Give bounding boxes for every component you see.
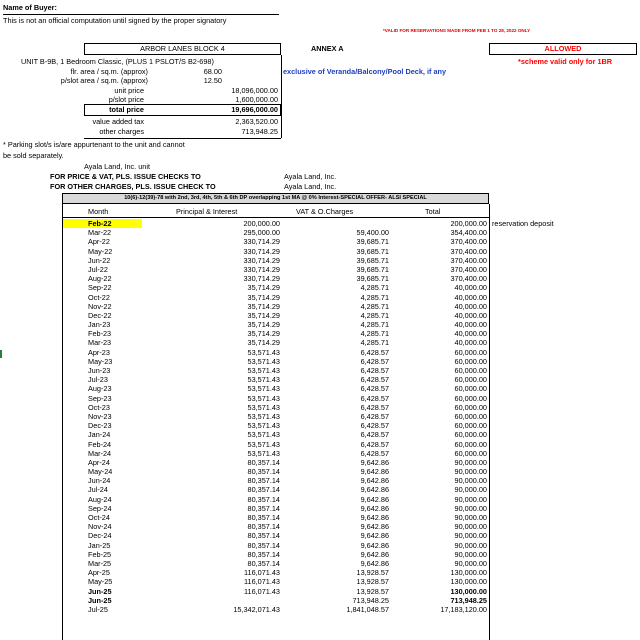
row-total: 40,000.00 [454,338,487,348]
other-charges-value: 713,948.25 [241,127,278,136]
table-row [0,605,640,614]
table-row [0,302,640,311]
row-total: 60,000.00 [454,384,487,394]
table-row [0,467,640,476]
row-vat-charges: 39,685.71 [356,255,389,265]
vat-label: value added tax [92,117,144,126]
row-total: 130,000.00 [450,568,487,578]
row-principal-interest: 35,714.29 [247,310,280,320]
row-month: May-25 [88,577,113,587]
price-vat-payee: Ayala Land, Inc. [284,172,337,181]
row-principal-interest: 330,714.29 [243,237,280,247]
row-vat-charges: 13,928.57 [356,568,389,578]
row-principal-interest: 35,714.29 [247,283,280,293]
row-vat-charges: 4,285.71 [360,329,389,339]
col-vat-charges: VAT & O.Charges [296,207,354,216]
row-month: Feb-23 [88,329,112,339]
annex-label: ANNEX A [311,44,344,53]
row-total: 130,000.00 [450,577,487,587]
row-vat-charges: 6,428.57 [360,393,389,403]
row-principal-interest: 330,714.29 [243,246,280,256]
row-total: 90,000.00 [454,457,487,467]
row-total: 200,000.00 [450,219,487,228]
row-vat-charges: 1,841,048.57 [346,604,389,614]
row-vat-charges: 6,428.57 [360,448,389,458]
row-month: Apr-24 [88,457,110,467]
table-row [0,357,640,366]
row-total: 60,000.00 [454,430,487,440]
row-vat-charges: 4,285.71 [360,292,389,302]
row-principal-interest: 80,357.14 [247,522,280,532]
col-total: Total [425,207,441,216]
row-principal-interest: 53,571.43 [247,448,280,458]
row-month: Jul-23 [88,375,108,385]
row-principal-interest: 53,571.43 [247,356,280,366]
row-principal-interest: 200,000.00 [243,219,280,228]
table-row [0,384,640,393]
row-total: 40,000.00 [454,310,487,320]
table-row [0,449,640,458]
scheme-note: *scheme valid only for 1BR [518,57,613,66]
row-total: 60,000.00 [454,393,487,403]
row-total: 370,400.00 [450,246,487,256]
row-month: Sep-23 [88,393,112,403]
table-row [0,587,640,596]
row-vat-charges: 6,428.57 [360,356,389,366]
row-principal-interest: 53,571.43 [247,430,280,440]
row-month: Jan-23 [88,320,111,330]
valid-note: *VALID FOR RESERVATIONS MADE FROM FEB 1 TO 28, 2022 ONLY [383,28,531,33]
row-total: 90,000.00 [454,503,487,513]
row-vat-charges: 9,642.86 [360,485,389,495]
table-row [0,237,640,246]
row-vat-charges: 6,428.57 [360,439,389,449]
table-row [0,504,640,513]
total-price-value: 19,696,000.00 [231,105,278,114]
row-month: Oct-24 [88,513,110,522]
price-vat-payee-label: FOR PRICE & VAT, PLS. ISSUE CHECKS TO [50,172,201,181]
row-vat-charges: 9,642.86 [360,494,389,504]
row-principal-interest: 53,571.43 [247,375,280,385]
pslot-price-label: p/slot price [108,95,144,104]
table-row [0,485,640,494]
row-principal-interest: 15,342,071.43 [233,604,280,614]
row-total: 90,000.00 [454,531,487,541]
row-month: Jun-24 [88,476,111,486]
divider [84,138,281,139]
table-row [0,403,640,412]
row-month: Apr-25 [88,568,110,578]
other-charges-payee: Ayala Land, Inc. [284,182,337,191]
row-month: Mar-25 [88,558,112,568]
table-row [0,559,640,568]
row-total: 60,000.00 [454,448,487,458]
scheme-title: 10(6)-12(39)-78 with 2nd, 3rd, 4th, 5th & 6th DP overlapping 1st MA @ 0% Interest-SPECIAL OFFER- ALSI SPECIAL [124,195,427,201]
row-total: 60,000.00 [454,366,487,375]
project-title-box [84,43,281,55]
table-row [0,476,640,485]
row-total: 130,000.00 [450,586,487,596]
row-principal-interest: 80,357.14 [247,513,280,522]
payment-schedule [0,219,640,614]
total-price-label: total price [109,105,144,114]
divider [3,14,279,15]
row-month: Jun-22 [88,255,111,265]
row-total: 90,000.00 [454,485,487,495]
table-row [0,513,640,522]
row-month: Jan-25 [88,540,111,550]
row-principal-interest: 53,571.43 [247,439,280,449]
row-month: Jun-23 [88,366,111,375]
row-vat-charges: 6,428.57 [360,430,389,440]
row-vat-charges: 59,400.00 [356,228,389,238]
row-vat-charges: 4,285.71 [360,338,389,348]
pslot-area-label: p/slot area / sq.m. (approx) [60,76,148,85]
table-row [0,421,640,430]
unit-line: UNIT B-9B, 1 Bedroom Classic, (PLUS 1 PSLOT/S B2-698) [21,57,214,66]
row-principal-interest: 116,071.43 [244,577,280,587]
row-vat-charges: 6,428.57 [360,411,389,421]
allowed-label: ALLOWED [544,44,582,53]
row-principal-interest: 80,357.14 [247,531,280,541]
row-month: Oct-23 [88,402,110,412]
row-month: May-23 [88,356,113,366]
row-total: 370,400.00 [450,274,487,284]
row-principal-interest: 35,714.29 [247,320,280,330]
row-vat-charges: 9,642.86 [360,467,389,477]
row-principal-interest: 330,714.29 [243,255,280,265]
table-right-border [489,204,490,640]
row-principal-interest: 35,714.29 [247,301,280,311]
row-vat-charges: 6,428.57 [360,366,389,375]
row-month: Feb-22 [62,219,142,228]
row-month: Dec-23 [88,421,112,431]
row-vat-charges: 6,428.57 [360,402,389,412]
divider [281,55,282,138]
row-total: 40,000.00 [454,283,487,293]
row-month: Jun-25 [88,595,112,605]
row-total: 60,000.00 [454,347,487,357]
row-month: Mar-22 [88,228,112,238]
row-principal-interest: 53,571.43 [247,384,280,394]
row-vat-charges: 4,285.71 [360,301,389,311]
row-vat-charges: 13,928.57 [356,577,389,587]
row-total: 90,000.00 [454,467,487,477]
row-total: 60,000.00 [454,402,487,412]
row-vat-charges: 13,928.57 [356,586,389,596]
row-vat-charges: 39,685.71 [356,237,389,247]
other-charges-label: other charges [99,127,144,136]
row-month: Nov-23 [88,411,112,421]
table-row [0,596,640,605]
row-total: 40,000.00 [454,329,487,339]
row-principal-interest: 53,571.43 [247,393,280,403]
row-principal-interest: 80,357.14 [247,540,280,550]
col-principal-interest: Principal & Interest [176,207,238,216]
row-total: 60,000.00 [454,421,487,431]
parking-note-2: be sold separately. [3,151,64,160]
header-divider [62,217,489,218]
row-total: 90,000.00 [454,494,487,504]
table-row [0,219,640,228]
table-row [0,412,640,421]
table-row [0,458,640,467]
row-total: 60,000.00 [454,411,487,421]
row-principal-interest: 80,357.14 [247,467,280,477]
table-row [0,531,640,540]
row-vat-charges: 9,642.86 [360,522,389,532]
pslot-area-value: 12.50 [203,76,222,85]
row-month: Nov-24 [88,522,112,532]
row-principal-interest: 35,714.29 [247,292,280,302]
table-row [0,265,640,274]
row-vat-charges: 9,642.86 [360,549,389,559]
row-vat-charges: 6,428.57 [360,347,389,357]
row-total: 90,000.00 [454,549,487,559]
row-vat-charges: 6,428.57 [360,384,389,394]
company-unit: Ayala Land, Inc. unit [84,162,150,171]
row-total: 90,000.00 [454,540,487,550]
table-row [0,247,640,256]
row-vat-charges: 6,428.57 [360,375,389,385]
table-row [0,568,640,577]
row-principal-interest: 53,571.43 [247,347,280,357]
table-row [0,338,640,347]
row-total: 17,183,120.00 [440,604,487,614]
row-month: Aug-22 [88,274,112,284]
row-principal-interest: 80,357.14 [247,485,280,495]
table-row [0,375,640,384]
row-month: Sep-24 [88,503,112,513]
row-total: 370,400.00 [450,264,487,274]
row-month: Dec-24 [88,531,112,541]
row-month: Apr-23 [88,347,110,357]
row-vat-charges: 9,642.86 [360,457,389,467]
row-principal-interest: 116,071.43 [244,568,280,578]
table-row [0,550,640,559]
row-vat-charges: 4,285.71 [360,320,389,330]
table-row [0,541,640,550]
row-month: Aug-23 [88,384,112,394]
disclaimer-text: This is not an official computation until signed by the proper signatory [3,16,227,25]
table-row [0,329,640,338]
row-principal-interest: 53,571.43 [247,402,280,412]
row-principal-interest: 80,357.14 [247,503,280,513]
row-vat-charges: 4,285.71 [360,283,389,293]
row-total: 90,000.00 [454,513,487,522]
row-vat-charges: 9,642.86 [360,531,389,541]
row-month: Apr-22 [88,237,110,247]
table-row [0,274,640,283]
row-vat-charges: 9,642.86 [360,558,389,568]
table-row [0,430,640,439]
row-total: 370,400.00 [450,255,487,265]
project-title: ARBOR LANES BLOCK 4 [140,44,225,53]
buyer-label: Name of Buyer: [3,3,57,12]
row-month: May-22 [88,246,113,256]
parking-note-1: * Parking slot/s is/are appurtenant to the unit and cannot [3,140,185,149]
table-row [0,256,640,265]
row-month: Feb-25 [88,549,112,559]
floor-area-value: 68.00 [203,67,222,76]
table-left-border [62,204,63,640]
row-month: Feb-24 [88,439,112,449]
row-vat-charges: 4,285.71 [360,310,389,320]
row-total: 90,000.00 [454,476,487,486]
row-principal-interest: 295,000.00 [243,228,280,238]
table-row [0,577,640,586]
row-month: Mar-23 [88,338,112,348]
row-principal-interest: 80,357.14 [247,476,280,486]
table-row [0,394,640,403]
pslot-price-value: 1,600,000.00 [235,95,278,104]
row-principal-interest: 53,571.43 [247,411,280,421]
row-month: Jul-22 [88,264,108,274]
row-principal-interest: 80,357.14 [247,457,280,467]
row-month: Jul-24 [88,485,108,495]
row-month: Dec-22 [88,310,112,320]
table-row [0,320,640,329]
unit-price-value: 18,096,000.00 [231,86,278,95]
row-marker [0,350,2,358]
table-row [0,522,640,531]
row-principal-interest: 80,357.14 [247,558,280,568]
floor-area-label: flr. area / sq.m. (approx) [70,67,148,76]
row-month: Jul-25 [88,604,108,614]
table-row [0,293,640,302]
row-vat-charges: 9,642.86 [360,540,389,550]
allowed-box [489,43,637,55]
row-principal-interest: 53,571.43 [247,421,280,431]
row-month: Sep-22 [88,283,112,293]
scheme-title-box [62,193,489,204]
row-vat-charges: 6,428.57 [360,421,389,431]
row-vat-charges: 39,685.71 [356,246,389,256]
row-total: 60,000.00 [454,439,487,449]
row-principal-interest: 80,357.14 [247,494,280,504]
row-total: 354,400.00 [450,228,487,238]
row-total: 90,000.00 [454,522,487,532]
row-month: Mar-24 [88,448,112,458]
row-total: 40,000.00 [454,301,487,311]
row-total: 60,000.00 [454,356,487,366]
row-month: Nov-22 [88,301,112,311]
row-total: 370,400.00 [450,237,487,247]
table-row [0,228,640,237]
unit-price-label: unit price [114,86,144,95]
row-principal-interest: 35,714.29 [247,329,280,339]
row-total: 713,948.25 [450,595,487,605]
row-note: reservation deposit [492,219,554,228]
row-total: 40,000.00 [454,292,487,302]
row-vat-charges: 713,948.25 [352,595,389,605]
table-row [0,366,640,375]
row-principal-interest: 330,714.29 [243,264,280,274]
row-month: Jan-24 [88,430,111,440]
col-month: Month [88,207,109,216]
row-principal-interest: 80,357.14 [247,549,280,559]
exclusive-note: exclusive of Veranda/Balcony/Pool Deck, if any [283,67,447,76]
row-principal-interest: 35,714.29 [247,338,280,348]
row-month: Aug-24 [88,494,112,504]
row-month: Oct-22 [88,292,110,302]
row-principal-interest: 53,571.43 [247,366,280,375]
vat-value: 2,363,520.00 [235,117,278,126]
row-vat-charges: 9,642.86 [360,476,389,486]
row-vat-charges: 9,642.86 [360,503,389,513]
row-month: Jun-25 [88,586,112,596]
table-row [0,311,640,320]
table-row [0,283,640,292]
table-row [0,495,640,504]
other-charges-payee-label: FOR OTHER CHARGES, PLS. ISSUE CHECK TO [50,182,216,191]
row-total: 40,000.00 [454,320,487,330]
row-principal-interest: 116,071.43 [244,586,280,596]
row-total: 90,000.00 [454,558,487,568]
table-row [0,348,640,357]
row-month: May-24 [88,467,113,477]
row-principal-interest: 330,714.29 [243,274,280,284]
row-total: 60,000.00 [454,375,487,385]
row-vat-charges: 39,685.71 [356,274,389,284]
row-vat-charges: 9,642.86 [360,513,389,522]
row-vat-charges: 39,685.71 [356,264,389,274]
table-row [0,440,640,449]
